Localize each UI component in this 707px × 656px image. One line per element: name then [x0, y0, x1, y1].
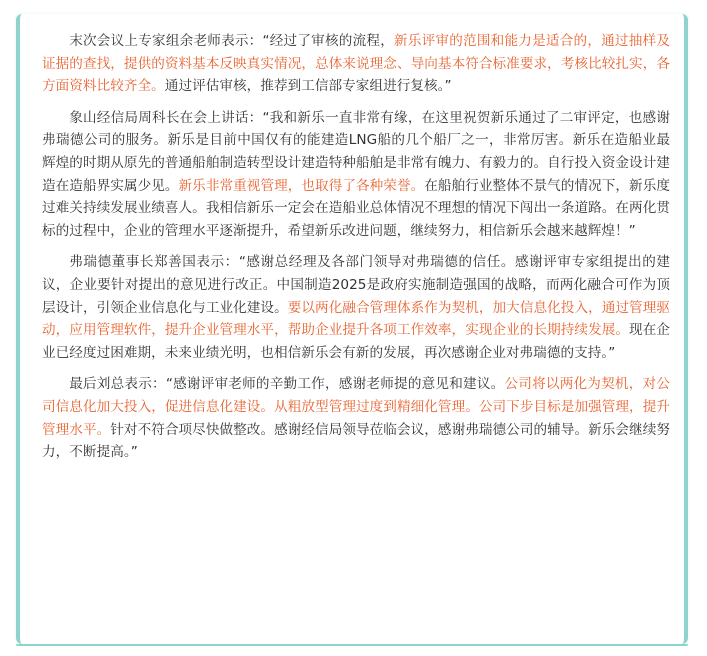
- text-segment: 在船舶行业整体不景气的情况下，新乐度过难关持续发展业绩喜人。我相信新乐一定会在造船业总体情况不理想的情况下闯出一条道路。在两化贯标的过程中，企业的管理水平逐渐提升，希望新乐改进问题，继续努力，相信新乐会越来越辉煌！”: [42, 177, 671, 239]
- highlighted-text: 新乐非常重视管理，也取得了各种荣誉。: [178, 177, 425, 194]
- paragraph-closing-remarks: [42, 373, 670, 463]
- text-segment: 弗瑞德董事长郑善国表示：“感谢总经理及各部门领导对弗瑞德的信任。感谢评审专家组提出的建议，企业要针对提出的意见进行改正。中国制造2025是政府实施制造强国的战略，而两化融合可作为顶层设计，引领企业信息化与工业化建设。: [42, 254, 670, 316]
- highlighted-text: 新乐评审的范围和能力是适合的，通过抽样及证据的查找，提供的资料基本反映真实情况，总体来说理念、导向基本符合标准要求，考核比较扎实，各方面资料比较齐全。: [42, 33, 670, 95]
- highlighted-text: 要以两化融合管理体系作为契机，加大信息化投入，通过管理驱动，应用管理软件，提升企业管理水平，帮助企业提升各项工作效率，实现企业的长期持续发展。: [42, 299, 670, 339]
- text-segment: 现在企业已经度过困难期，未来业绩光明，也相信新乐会有新的发展，再次感谢企业对弗瑞德的支持。”: [42, 322, 670, 361]
- article-card: [16, 14, 688, 644]
- text-segment: 针对不符合项尽快做整改。感谢经信局领导莅临会议，感谢弗瑞德公司的辅导。新乐会继续努力，不断提高。”: [42, 421, 671, 461]
- highlighted-text: 公司将以两化为契机，对公司信息化加大投入，促进信息化建设。从粗放型管理过度到精细化管理。公司下步目标是加强管理，提升管理水平。: [42, 376, 670, 438]
- paragraph-chairman-remarks: [42, 251, 670, 364]
- text-segment: 末次会议上专家组余老师表示：“经过了审核的流程，: [69, 33, 395, 49]
- text-segment: 象山经信局周科长在会上讲话：“我和新乐一直非常有缘，在这里祝贺新乐通过了二审评定，也感谢弗瑞德公司的服务。新乐是目前中国仅有的能建造LNG船的几个船厂之一，非常厉害。新乐在造船业最辉煌的时期从原先的普通船舶制造转型设计建造特种船舶是非常有魄力、有毅力的。自行投入资金设计建造在造船界实属少见。: [42, 109, 670, 194]
- article-body: [42, 30, 670, 473]
- text-segment: 通过评估审核，推荐到工信部专家组进行复核。”: [164, 78, 452, 95]
- text-segment: 最后刘总表示：“感谢评审老师的辛勤工作，感谢老师提的意见和建议。: [69, 376, 505, 393]
- paragraph-expert-remarks: [42, 30, 670, 98]
- paragraph-bureau-speech: [42, 107, 670, 243]
